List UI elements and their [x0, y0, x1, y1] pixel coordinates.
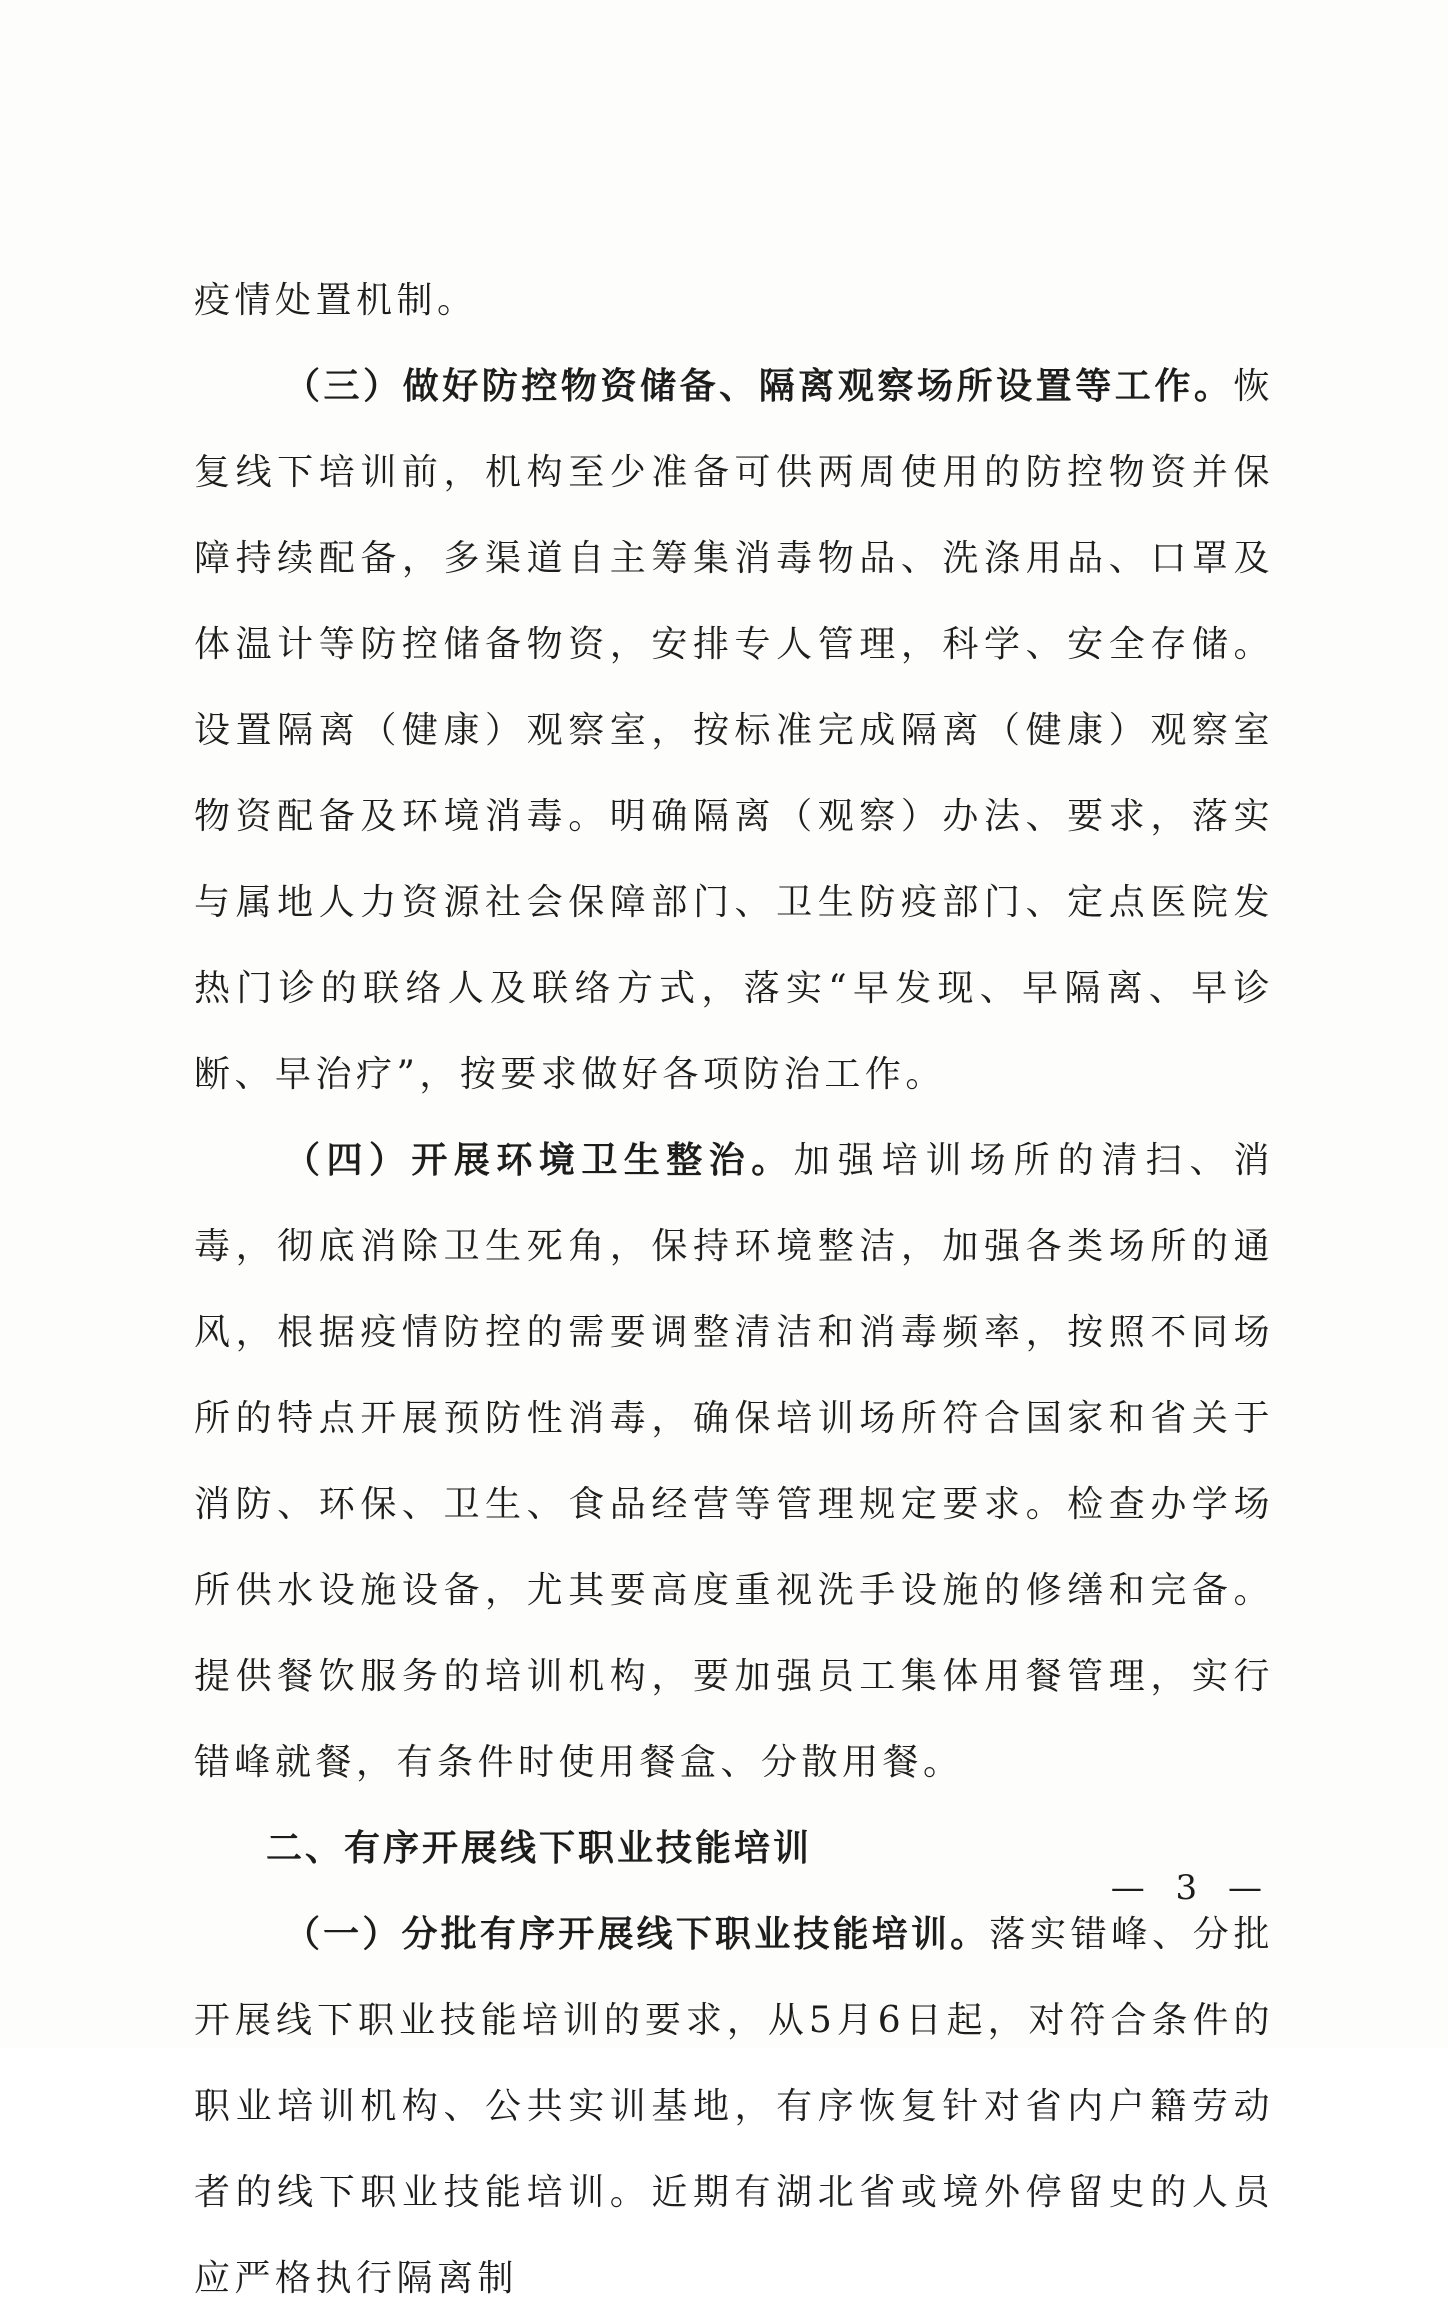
paragraph-environment: [194, 1118, 1274, 1806]
body-text: [194, 258, 1274, 2322]
paragraph-heading: （四）开展环境卫生整治。: [284, 1140, 794, 1181]
paragraph-heading: （三）做好防控物资储备、隔离观察场所设置等工作。: [284, 366, 1234, 407]
paragraph-training: [194, 1892, 1274, 2322]
page-number: — 3 —: [1110, 1868, 1272, 1908]
paragraph-text: 加强培训场所的清扫、消毒，彻底消除卫生死角，保持环境整洁，加强各类场所的通风，根据疫情防控的需要调整清洁和消毒频率，按照不同场所的特点开展预防性消毒，确保培训场所符合国家和省关于消防、环保、卫生、食品经营等管理规定要求。检查办学场所供水设施设备，尤其要高度重视洗手设施的修缮和完备。提供餐饮服务的培训机构，要加强员工集体用餐管理，实行错峰就餐，有条件时使用餐盒、分散用餐。: [194, 1140, 1274, 1783]
paragraph-text: 落实错峰、分批开展线下职业技能培训的要求，从5月6日起，对符合条件的职业培训机构、公共实训基地，有序恢复针对省内户籍劳动者的线下职业技能培训。近期有湖北省或境外停留史的人员应严格执行隔离制: [194, 1914, 1274, 2299]
paragraph-text: 恢复线下培训前，机构至少准备可供两周使用的防控物资并保障持续配备，多渠道自主筹集消毒物品、洗涤用品、口罩及体温计等防控储备物资，安排专人管理，科学、安全存储。设置隔离（健康）观察室，按标准完成隔离（健康）观察室物资配备及环境消毒。明确隔离（观察）办法、要求，落实与属地人力资源社会保障部门、卫生防疫部门、定点医院发热门诊的联络人及联络方式，落实“早发现、早隔离、早诊断、早治疗”，按要求做好各项防治工作。: [194, 366, 1274, 1095]
paragraph-heading: （一）分批有序开展线下职业技能培训。: [284, 1914, 990, 1955]
paragraph-text: 疫情处置机制。: [194, 280, 478, 321]
section-title: 二、有序开展线下职业技能培训: [266, 1828, 813, 1869]
paragraph-supplies: [194, 344, 1274, 1118]
paragraph-continuation: [194, 258, 1274, 344]
